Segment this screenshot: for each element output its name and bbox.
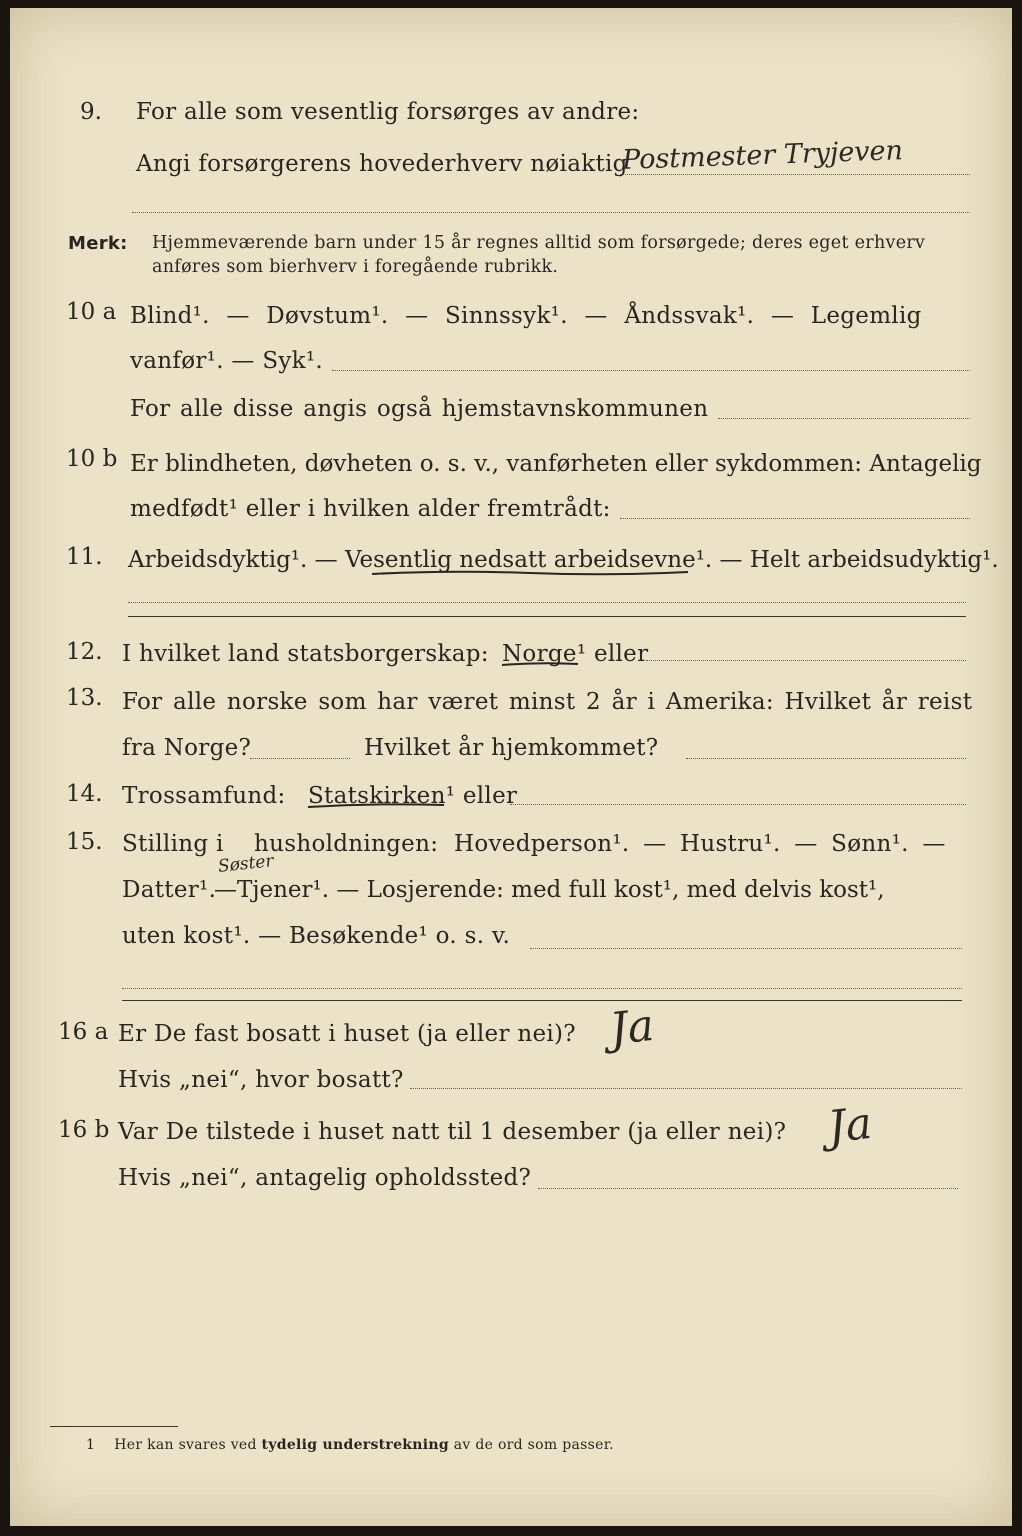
q16a-number: 16 a xyxy=(58,1019,109,1045)
footnote-text xyxy=(86,1436,614,1454)
q12-answer-line xyxy=(646,660,966,661)
q9-line1: For alle som vesentlig forsørges av andre: xyxy=(136,99,640,125)
q16a-line1: Er De fast bosatt i huset (ja eller nei)? xyxy=(118,1021,576,1047)
census-form-page xyxy=(10,8,1012,1526)
q16b-handwritten-answer: Ja xyxy=(825,1097,875,1154)
q15-number: 15. xyxy=(66,829,103,855)
q9-extra-line xyxy=(132,212,970,213)
q16b-answer-line xyxy=(538,1188,958,1189)
footnote-text-a: Her kan svares ved xyxy=(114,1437,257,1453)
q11-underlined-option: sentlig nedsatt arbeidsevne xyxy=(373,547,696,573)
q10a-syk-line xyxy=(332,370,970,371)
q9-answer-line xyxy=(620,174,970,175)
q15-divider xyxy=(122,1000,962,1001)
q15-handwritten-note: Søster xyxy=(217,851,275,877)
q13-number: 13. xyxy=(66,685,103,711)
q15-line2b: —Tjener¹. — Losjerende: med full kost¹, med delvis kost¹, xyxy=(214,877,885,903)
q10b-line1: Er blindheten, døvheten o. s. v., vanførheten eller sykdommen: Antagelig xyxy=(130,451,982,477)
footnote-mark: 1 xyxy=(86,1437,96,1453)
q11-number: 11. xyxy=(66,544,103,570)
q12-underlined-option: Norge xyxy=(502,641,577,667)
q11-divider xyxy=(128,616,966,617)
q9-number: 9. xyxy=(80,99,102,125)
q10a-line1: Blind¹. — Døvstum¹. — Sinnssyk¹. — Åndssvak¹. — Legemlig xyxy=(130,303,922,329)
q13-hjemkommet-line xyxy=(686,758,966,759)
q15-text-c: Hovedperson¹. — Hustru¹. — Sønn¹. — xyxy=(454,831,946,857)
q9-line2: Angi forsørgerens hovederhverv nøiaktig xyxy=(136,151,628,177)
q10b-answer-line xyxy=(620,518,970,519)
q16a-answer-line xyxy=(410,1088,962,1089)
q10b-number: 10 b xyxy=(66,446,118,472)
merk-label: Merk: xyxy=(68,233,128,254)
q15-text-a: Stilling i xyxy=(122,831,224,857)
q15-extra-line xyxy=(122,988,962,989)
q10a-number: 10 a xyxy=(66,299,117,325)
q10a-line2: vanfør¹. — Syk¹. xyxy=(130,348,324,374)
q16b-line1: Var De tilstede i huset natt til 1 desember (ja eller nei)? xyxy=(118,1119,787,1145)
q10a-line3: For alle disse angis også hjemstavnskommunen xyxy=(130,396,709,422)
q13-text-a: fra Norge? xyxy=(122,735,252,761)
q12-text-a: I hvilket land statsborgerskap: xyxy=(122,641,489,667)
q14-answer-line xyxy=(510,804,966,805)
q16b-line2: Hvis „nei“, antagelig opholdssted? xyxy=(118,1165,532,1191)
q9-handwritten-answer: Postmester Tryjeven xyxy=(621,135,904,176)
merk-line2: anføres som bierhverv i foregående rubrikk. xyxy=(152,257,559,277)
q13-reist-line xyxy=(250,758,350,759)
q11-handwritten-underline xyxy=(370,566,690,580)
q15-answer-line xyxy=(530,948,962,949)
q14-handwritten-underline xyxy=(306,800,446,812)
footnote-text-c: av de ord som passer. xyxy=(453,1437,614,1453)
q11-extra-line xyxy=(128,602,966,603)
q13-text-b: Hvilket år hjemkommet? xyxy=(364,735,659,761)
q14-text-a: Trossamfund: xyxy=(122,783,286,809)
q13-line1: For alle norske som har været minst 2 år i Amerika: Hvilket år reist xyxy=(122,689,973,715)
q16b-number: 16 b xyxy=(58,1117,110,1143)
q15-text-b: husholdningen: xyxy=(254,831,439,857)
footnote-rule xyxy=(50,1426,178,1427)
q12-number: 12. xyxy=(66,639,103,665)
q16a-handwritten-answer: Ja xyxy=(607,999,657,1056)
q10a-kommune-line xyxy=(718,418,970,419)
q11-text-a: Arbeidsdyktig¹. — Ve xyxy=(128,547,374,573)
merk-line1: Hjemmeværende barn under 15 år regnes alltid som forsørgede; deres eget erhverv xyxy=(152,233,926,253)
q12-handwritten-underline xyxy=(500,659,580,671)
q14-underlined-option: Statskirken xyxy=(308,783,446,809)
q14-number: 14. xyxy=(66,781,103,807)
q10b-line2: medfødt¹ eller i hvilken alder fremtrådt: xyxy=(130,496,611,522)
q12-text-c: ¹ eller xyxy=(576,641,649,667)
q14-text-c: ¹ eller xyxy=(445,783,518,809)
q11-text-c: ¹. — Helt arbeidsudyktig¹. xyxy=(695,547,999,573)
q16a-line2: Hvis „nei“, hvor bosatt? xyxy=(118,1067,404,1093)
footnote-text-b: tydelig understrekning xyxy=(261,1437,449,1453)
q15-line3: uten kost¹. — Besøkende¹ o. s. v. xyxy=(122,923,511,949)
q15-line2a: Datter¹. xyxy=(122,877,217,903)
